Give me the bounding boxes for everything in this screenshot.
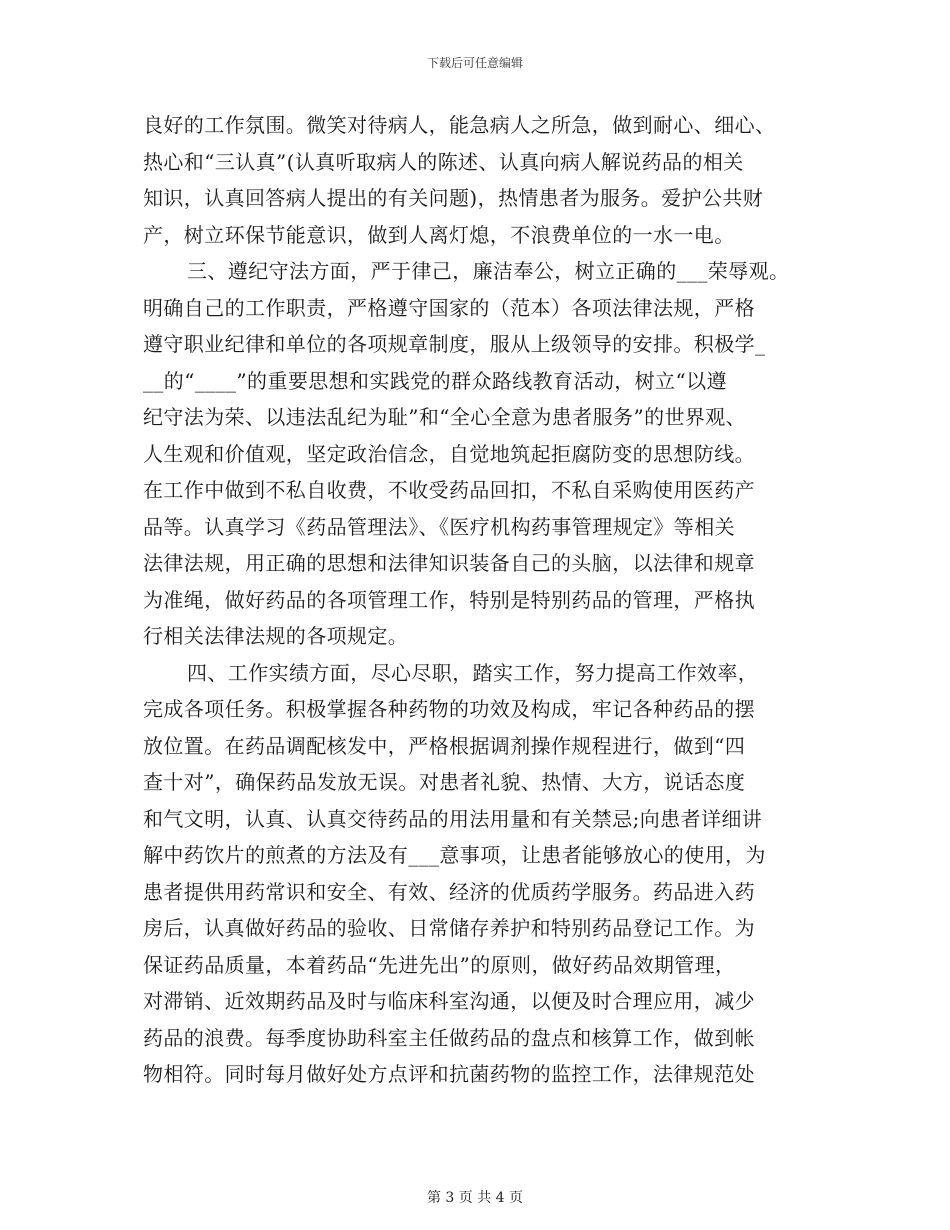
body-line: 人生观和价值观，坚定政治信念，自觉地筑起拒腐防变的思想防线。 <box>143 441 755 466</box>
page-header: 下载后可任意编辑 <box>426 56 523 70</box>
body-line: 品等。认真学习《药品管理法》、《医疗机构药事管理规定》等相关 <box>143 514 735 539</box>
body-line: 保证药品质量，本着药品“先进先出”的原则，做好药品效期管理， <box>143 952 736 977</box>
section-three-heading-line: 三、遵纪守法方面，严于律己，廉洁奉公，树立正确的___荣辱观。 <box>187 259 790 283</box>
body-line: 良好的工作氛围。微笑对待病人，能急病人之所急，做到耐心、细心、 <box>143 113 776 137</box>
body-line: 行相关法律法规的各项规定。 <box>143 624 409 648</box>
body-line: 患者提供用药常识和安全、有效、经济的优质药学服务。药品进入药 <box>143 879 755 904</box>
page-number-footer: 第 3 页 共 4 页 <box>426 1190 524 1206</box>
section-four-heading-line: 四、工作实绩方面，尽心尽职，踏实工作，努力提高工作效率， <box>187 660 759 685</box>
body-line: 热心和“三认真”(认真听取病人的陈述、认真向病人解说药品的相关 <box>143 149 744 174</box>
body-line: 明确自己的工作职责，严格遵守国家的（范本）各项法律法规，严格 <box>143 295 755 320</box>
document-body <box>143 107 823 1093</box>
body-line: 产，树立环保节能意识，做到人离灯熄，不浪费单位的一水一电。 <box>143 222 735 247</box>
body-line: 为准绳，做好药品的各项管理工作，特别是特别药品的管理，严格执 <box>143 587 755 612</box>
body-line: 药品的浪费。每季度协助科室主任做药品的盘点和核算工作，做到帐 <box>143 1025 755 1050</box>
body-line: __的“____”的重要思想和实践党的群众路线教育活动，树立“以遵 <box>143 368 727 393</box>
body-line: 对滞销、近效期药品及时与临床科室沟通，以便及时合理应用，减少 <box>143 989 755 1013</box>
body-line: 查十对”，确保药品发放无误。对患者礼貌、热情、大方，说话态度 <box>143 770 746 794</box>
body-line: 房后，认真做好药品的验收、日常储存养护和特别药品登记工作。为 <box>143 916 755 940</box>
body-line: 放位置。在药品调配核发中，严格根据调剂操作规程进行，做到“四 <box>143 733 746 758</box>
body-line: 法律法规，用正确的思想和法律知识装备自己的头脑，以法律和规章 <box>143 551 755 575</box>
body-line: 解中药饮片的煎煮的方法及有___意事项，让患者能够放心的使用，为 <box>143 843 766 867</box>
body-line: 完成各项任务。积极掌握各种药物的功效及构成，牢记各种药品的摆 <box>143 697 755 721</box>
body-line: 在工作中做到不私自收费，不收受药品回扣，不私自采购使用医药产 <box>143 478 755 502</box>
body-line: 和气文明，认真、认真交待药品的用法用量和有关禁忌;向患者详细讲 <box>143 806 763 831</box>
body-line: 遵守职业纪律和单位的各项规章制度，服从上级领导的安排。积极学_ <box>143 332 766 356</box>
body-line: 知识，认真回答病人提出的有关问题)，热情患者为服务。爱护公共财 <box>143 186 764 210</box>
body-line: 纪守法为荣、以违法乱纪为耻”和“全心全意为患者服务”的世界观、 <box>143 405 747 429</box>
body-line: 物相符。同时每月做好处方点评和抗菌药物的监控工作，法律规范处 <box>143 1062 755 1086</box>
